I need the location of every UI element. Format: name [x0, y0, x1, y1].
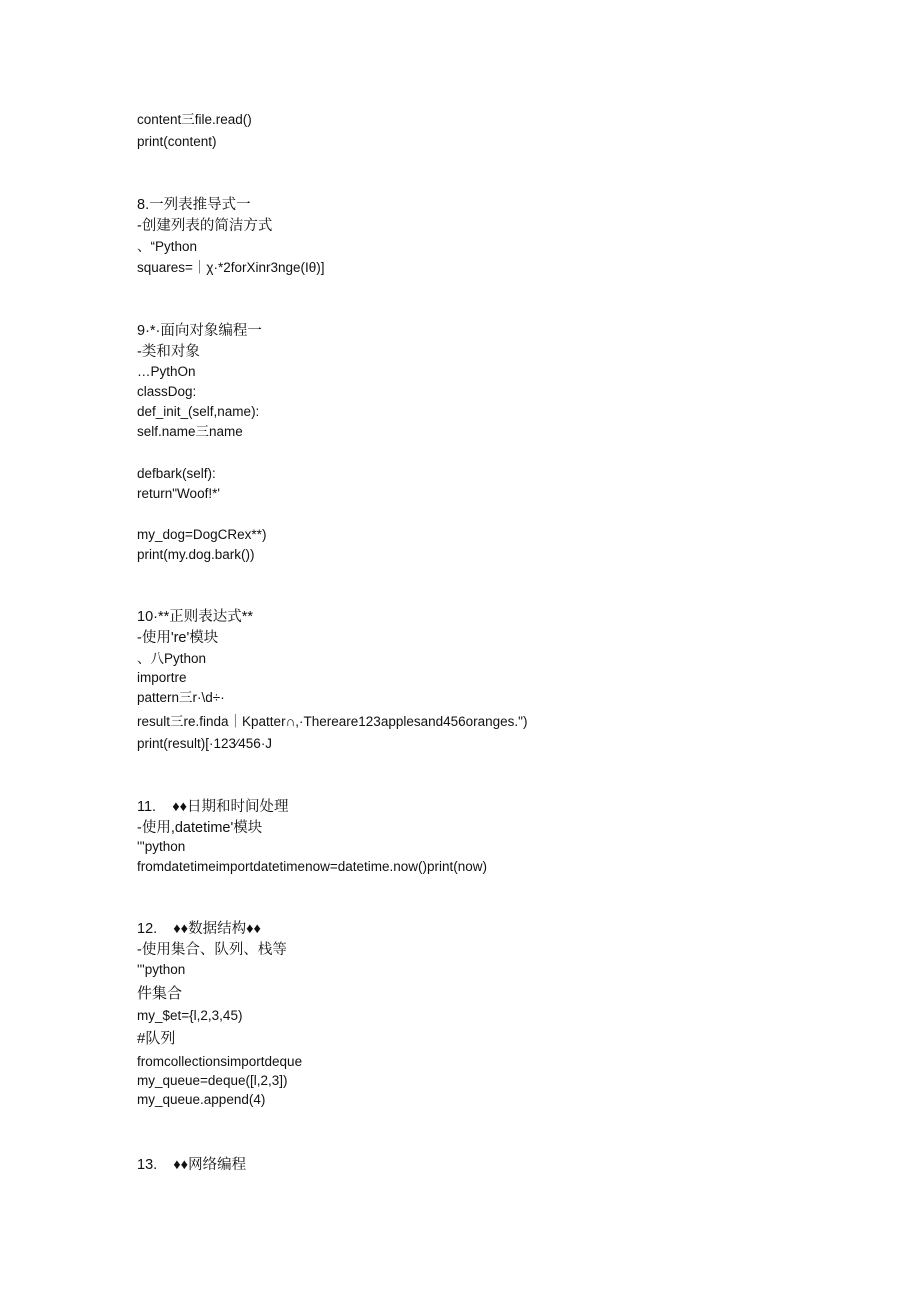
code-fence-label: 、八Python — [137, 651, 207, 666]
code-line-my-set: my_$et={l,2,3,45) — [137, 1008, 243, 1023]
code-fence-label: …PythOn — [137, 364, 196, 379]
code-line-init: def_init_(self,name): — [137, 404, 260, 419]
code-fence-label: '''python — [137, 839, 186, 854]
section-heading-regex: 10·**正则表达式** — [137, 609, 254, 625]
code-line-datetime: fromdatetimeimportdatetimenow=datetime.now()print(now) — [137, 859, 488, 874]
code-line-def-bark: defbark(self): — [137, 466, 216, 481]
section-heading-datetime: 11. ♦♦日期和时间处理 — [137, 799, 289, 815]
code-line-self-name: self.name三name — [137, 424, 243, 439]
section-description: -类和对象 — [137, 344, 200, 360]
code-fence-label: '''python — [137, 962, 186, 977]
code-line-pattern: pattern三r·\d÷· — [137, 690, 225, 705]
code-line-my-queue: my_queue=deque([l,2,3]) — [137, 1073, 288, 1088]
code-line-result: result三re.finda｜Kpatter∩,·Thereare123applesand456oranges.") — [137, 714, 528, 729]
section-description: -创建列表的简洁方式 — [137, 218, 273, 234]
code-line-print-bark: print(my.dog.bark()) — [137, 547, 255, 562]
code-comment-queue: #队列 — [137, 1030, 176, 1047]
section-heading-networking: 13. ♦♦网络编程 — [137, 1157, 247, 1173]
code-line-append: my_queue.append(4) — [137, 1092, 266, 1107]
code-line-class: classDog: — [137, 384, 197, 399]
code-line-return: return"Woof!*' — [137, 486, 220, 501]
section-heading-list-comprehension: 8.一列表推导式一 — [137, 197, 251, 213]
code-line-import-deque: fromcollectionsimportdeque — [137, 1054, 303, 1069]
code-line-my-dog: my_dog=DogCRex**) — [137, 527, 267, 542]
code-line-print-content: print(content) — [137, 134, 217, 149]
section-description: -使用,datetime'模块 — [137, 820, 263, 836]
code-fence-label: 、“Python — [137, 239, 198, 254]
section-description: -使用集合、队列、栈等 — [137, 942, 287, 958]
code-comment-set: 件集合 — [137, 985, 183, 1002]
section-heading-oop: 9·*·面向对象编程一 — [137, 323, 262, 339]
code-line-print-result: print(result)[·123∕456·J — [137, 736, 273, 751]
code-line-import-re: importre — [137, 670, 187, 685]
section-heading-data-structures: 12. ♦♦数据结构♦♦ — [137, 921, 261, 937]
code-line-squares: squares=｜χ·*2forXinr3nge(Iθ)] — [137, 260, 325, 275]
section-description: -使用're'模块 — [137, 630, 219, 646]
code-line-read: content三file.read() — [137, 112, 252, 127]
